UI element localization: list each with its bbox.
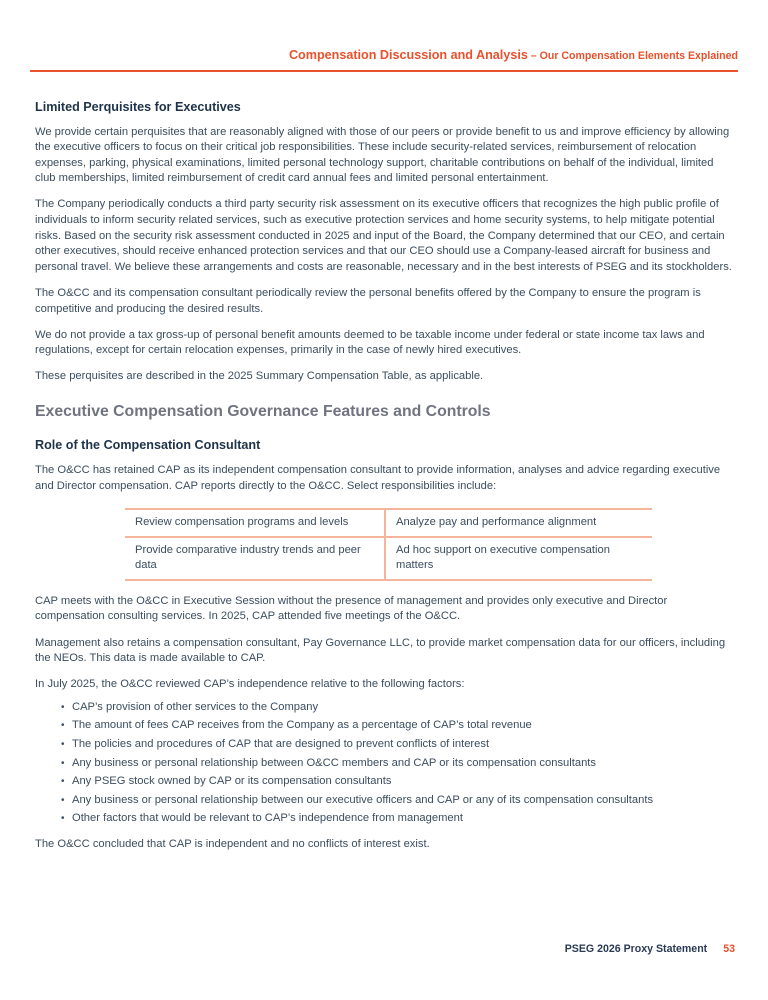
- list-item: • The policies and procedures of CAP that are designed to prevent conflicts of interest: [35, 737, 735, 753]
- list-item: • Any business or personal relationship between O&CC members and CAP or its compensation consultants: [35, 756, 735, 772]
- list-item: • The amount of fees CAP receives from the Company as a percentage of CAP’s total revenue: [35, 718, 735, 734]
- list-item: • Other factors that would be relevant to CAP’s independence from management: [35, 811, 735, 827]
- footer-page-number: 53: [723, 943, 735, 955]
- perquisites-heading: Limited Perquisites for Executives: [35, 99, 241, 114]
- footer-document-title: PSEG 2026 Proxy Statement: [564, 943, 708, 955]
- table-cell: Review compensation programs and levels: [125, 509, 385, 537]
- table-cell: Ad hoc support on executive compensation matters: [396, 543, 610, 572]
- table-cell: Analyze pay and performance alignment: [385, 509, 652, 537]
- consultant-responsibilities-table: [125, 508, 652, 581]
- list-item: • CAP’s provision of other services to the Company: [35, 700, 735, 716]
- consultant-paragraph-1: CAP meets with the O&CC in Executive Session without the presence of management and provides only executive and Director compensation consulting services. In 2025, CAP attended five meetings of the O&CC.: [35, 594, 668, 623]
- list-item: • Any PSEG stock owned by CAP or its compensation consultants: [35, 774, 735, 790]
- perquisites-paragraph-5: These perquisites are described in the 2025 Summary Compensation Table, as applicable.: [35, 370, 484, 383]
- table-cell: Provide comparative industry trends and peer data: [125, 537, 385, 580]
- header-title-main: Compensation Discussion and Analysis: [288, 48, 528, 62]
- header-title-sub: Our Compensation Elements Explained: [539, 50, 738, 62]
- page-footer: [565, 942, 735, 958]
- consultant-paragraph-2: Management also retains a compensation consultant, Pay Governance LLC, to provide market compensation data for our officers, including the NEOs. This data is made available to CAP.: [35, 636, 726, 665]
- consultant-intro-paragraph: The O&CC has retained CAP as its independent compensation consultant to provide information, analyses and advice regarding executive and Director compensation. CAP reports directly to the O&CC. Select responsibilities include:: [35, 463, 721, 492]
- header-title-separator: –: [527, 50, 540, 62]
- perquisites-paragraph-3: The O&CC and its compensation consultant periodically review the personal benefits offered by the Company to ensure the program is competitive and producing the desired results.: [35, 286, 701, 315]
- page-header: [30, 48, 738, 72]
- list-item: • Any business or personal relationship between our executive officers and CAP or any of its compensation consultants: [35, 793, 735, 809]
- perquisites-paragraph-1: We provide certain perquisites that are reasonably aligned with those of our peers or provide benefit to us and improve efficiency by allowing the executive officers to focus on their critical job responsibilities. These include security-related services, reimbursement of relocation expenses, parking, physical examinations, limited personal technology support, charitable contributions on behalf of the individual, limited club memberships, limited reimbursement of credit card annual fees and limited personal entertainment.: [35, 125, 730, 185]
- governance-section-heading: Executive Compensation Governance Features and Controls: [35, 402, 491, 420]
- perquisites-paragraph-4: We do not provide a tax gross-up of personal benefit amounts deemed to be taxable income under federal or state income tax laws and regulations, except for certain relocation expenses, primarily in the case of newly hired executives.: [35, 328, 705, 357]
- consultant-conclusion: The O&CC concluded that CAP is independent and no conflicts of interest exist.: [35, 838, 430, 850]
- independence-factors-intro: In July 2025, the O&CC reviewed CAP’s independence relative to the following factors:: [35, 678, 465, 691]
- independence-factors-list: [35, 700, 735, 827]
- page-content: [35, 100, 735, 853]
- table-row: [125, 537, 652, 580]
- table-row: [125, 509, 652, 537]
- perquisites-paragraph-2: The Company periodically conducts a third party security risk assessment on its executive officers that recognizes the high public profile of individuals to inform security related services, such as executive protection services and home security systems, to help mitigate potential risks. Based on the security risk assessment conducted in 2025 and input of the Board, the Company determined that our CEO, and certain other executives, should receive enhanced protection services and that our CEO should use a Company-leased aircraft for business and personal travel. We believe these arrangements and costs are reasonable, necessary and in the best interests of PSEG and its stockholders.: [35, 198, 732, 273]
- consultant-heading: Role of the Compensation Consultant: [35, 437, 261, 452]
